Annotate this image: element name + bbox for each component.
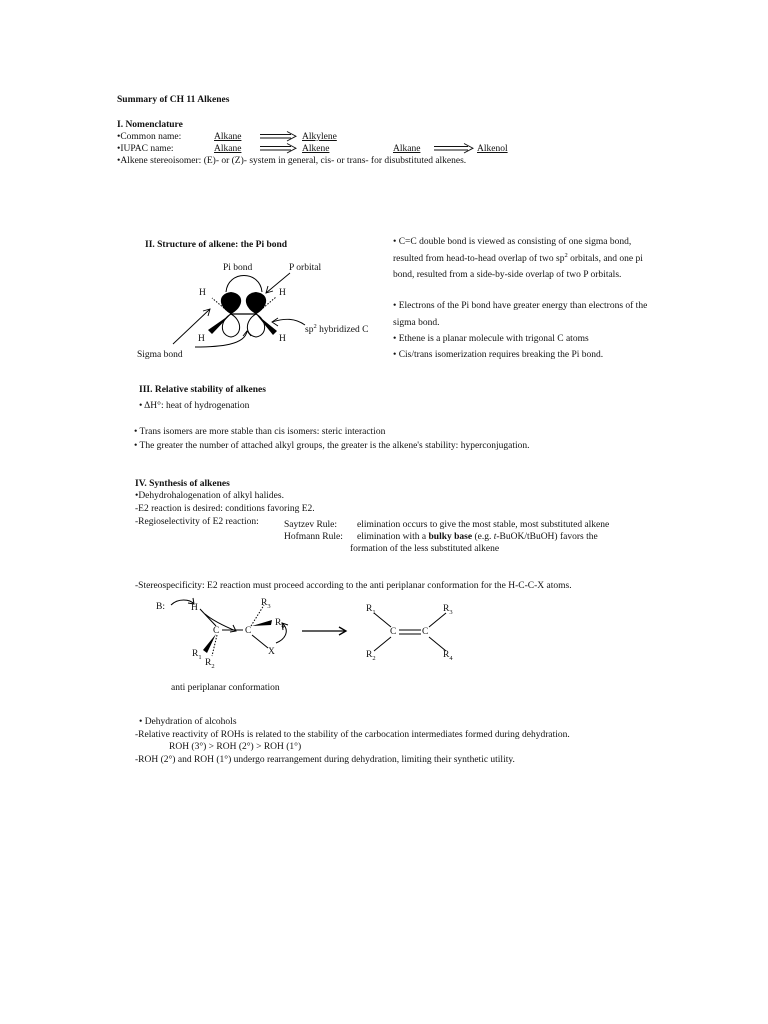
section-2-heading: II. Structure of alkene: the Pi bond (145, 240, 288, 250)
hofmann-label: Hofmann Rule: (284, 532, 343, 542)
iupac-name-from-2: Alkane (393, 144, 421, 154)
iupac-name-to-2: Alkenol (477, 144, 508, 154)
pi-energy-bullet: • Electrons of the Pi bond have greater energy than electrons of the sigma bond. (393, 301, 648, 328)
reactivity-line: -Relative reactivity of ROHs is related to the stability of the carbocation intermediates formed during dehydration. (135, 730, 570, 740)
hofmann-text: elimination with a bulky base (e.g. t-BuOK/tBuOH) favors the (357, 532, 598, 542)
stereospecificity-line: -Stereospecificity: E2 reaction must proceed according to the anti periplanar conformation for the H-C-C-X atoms. (135, 581, 572, 591)
dehydrohalogenation-line: •Dehydrohalogenation of alkyl halides. (135, 491, 284, 501)
page-title: Summary of CH 11 Alkenes (117, 95, 230, 105)
section-4-heading: IV. Synthesis of alkenes (135, 479, 230, 489)
h-label: H (199, 288, 206, 298)
sigma-bond-label: Sigma bond (137, 350, 183, 360)
r1-label: $R_1$ (192, 649, 202, 661)
sp2-label: $sp^2$ hybridized C (305, 322, 369, 335)
iupac-name-label: •IUPAC name: (117, 144, 174, 154)
h-label: H (279, 334, 286, 344)
r1-label: $R_1$ (366, 604, 376, 616)
section-1-heading: I. Nomenclature (117, 120, 183, 130)
x-label: X (268, 647, 275, 657)
r3-label: $R_3$ (443, 604, 453, 616)
regioselectivity-line: -Regioselectivity of E2 reaction: (135, 517, 259, 527)
heat-hydrogenation-bullet: • ΔH°: heat of hydrogenation (139, 401, 250, 411)
iupac-name-from: Alkane (214, 144, 242, 154)
isomerization-bullet: • Cis/trans isomerization requires breaking the Pi bond. (393, 350, 604, 360)
trans-stability-bullet: • Trans isomers are more stable than cis isomers: steric interaction (134, 427, 386, 437)
p-orbital-label: P orbital (289, 263, 322, 273)
r2-label: $R_2$ (366, 650, 376, 662)
hofmann-text-cont: formation of the less substituted alkene (350, 544, 500, 554)
pi-bond-bullet: • C=C double bond is viewed as consisting of one sigma bond, resulted from head-to-head overlap of two $sp^2$ orbitals, and one pi bond, resulted from a side-by-side overlap of two P orbitals. (393, 237, 643, 280)
section-3-heading: III. Relative stability of alkenes (139, 385, 266, 395)
stereoisomer-line: •Alkene stereoisomer: (E)- or (Z)- system in general, cis- or trans- for disubstituted alkenes. (117, 156, 467, 166)
r4-label: $R_4$ (275, 618, 285, 630)
h-label: H (198, 334, 205, 344)
saytzev-text: elimination occurs to give the most stable, most substituted alkene (357, 520, 610, 530)
carbon-label: C (245, 626, 252, 636)
dehydration-bullet: • Dehydration of alcohols (139, 717, 237, 727)
carbon-label: C (213, 626, 220, 636)
base-label: B: (156, 602, 165, 612)
h-label: H (279, 288, 286, 298)
reactivity-order: ROH (3°) > ROH (2°) > ROH (1°) (169, 742, 302, 752)
pi-bond-label: Pi bond (223, 263, 253, 273)
anti-periplanar-caption: anti periplanar conformation (171, 683, 280, 693)
common-name-to: Alkylene (302, 132, 337, 142)
h-label: H (191, 603, 198, 613)
rearrangement-line: -ROH (2°) and ROH (1°) undergo rearrangement during dehydration, limiting their synthetic utility. (135, 755, 515, 765)
carbon-label: C (422, 627, 429, 637)
r3-label: $R_3$ (261, 598, 271, 610)
carbon-label: C (390, 627, 397, 637)
common-name-from: Alkane (214, 132, 242, 142)
r2-label: $R_2$ (205, 658, 215, 670)
common-name-label: •Common name: (117, 132, 182, 142)
ethene-bullet: • Ethene is a planar molecule with trigonal C atoms (393, 334, 589, 344)
alkyl-stability-bullet: • The greater the number of attached alkyl groups, the greater is the alkene's stability: hyperconjugation. (134, 441, 530, 451)
saytzev-label: Saytzev Rule: (284, 520, 338, 530)
iupac-name-to: Alkene (302, 144, 330, 154)
e2-desired-line: -E2 reaction is desired: conditions favoring E2. (135, 504, 315, 514)
r4-label: $R_4$ (443, 650, 453, 662)
